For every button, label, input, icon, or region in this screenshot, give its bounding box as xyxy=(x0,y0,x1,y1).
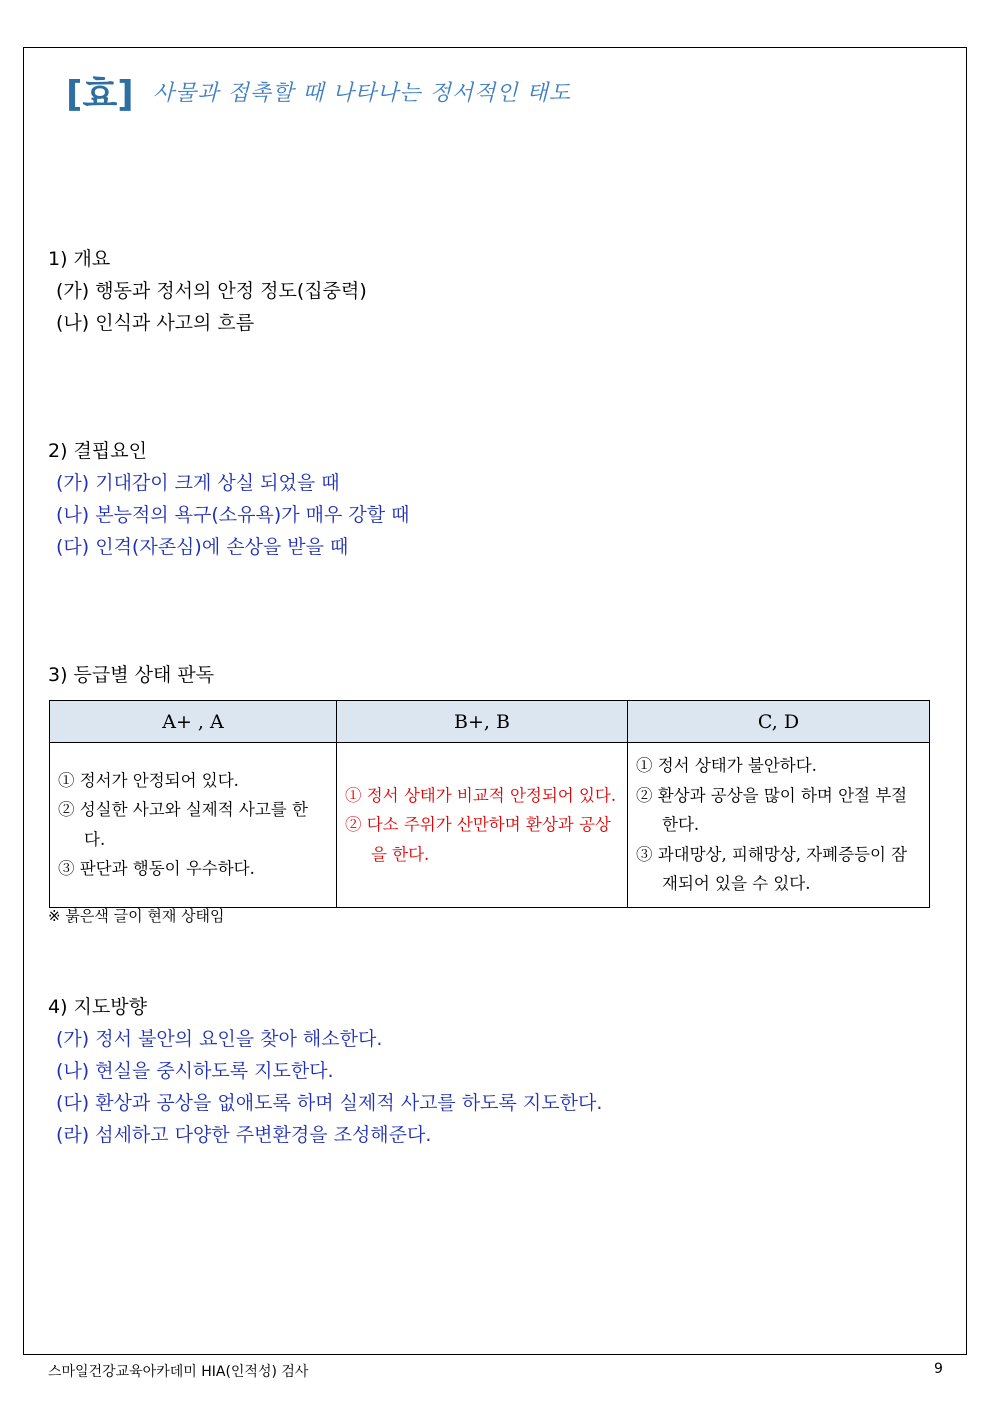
section-grade-reading xyxy=(48,659,214,691)
list-item: (다) 인격(자존심)에 손상을 받을 때 xyxy=(56,536,349,558)
list-item: (가) 정서 불안의 요인을 찾아 해소한다. xyxy=(56,1028,383,1050)
section-heading: 2) 결핍요인 xyxy=(48,440,147,462)
list-item: (가) 기대감이 크게 상실 되었을 때 xyxy=(56,472,340,494)
grade-line: ③ 과대망상, 피해망상, 자폐증등이 잠재되어 있을 수 있다. xyxy=(636,844,908,893)
grade-table xyxy=(49,700,930,908)
title-bracket: [효] xyxy=(66,74,134,115)
list-item: (나) 본능적의 욕구(소유욕)가 매우 강할 때 xyxy=(56,504,410,526)
grade-line: ② 성실한 사고와 실제적 사고를 한다. xyxy=(58,800,308,849)
column-header: C, D xyxy=(628,701,930,743)
table-note: ※ 붉은색 글이 현재 상태임 xyxy=(48,907,225,925)
grade-line: ③ 판단과 행동이 우수하다. xyxy=(58,859,255,879)
footer-text: 스마일건강교육아카데미 HIA(인적성) 검사 xyxy=(48,1364,309,1380)
column-header: A+ , A xyxy=(50,701,337,743)
list-item: (가) 행동과 정서의 안정 정도(집중력) xyxy=(56,280,367,302)
list-item: (라) 섬세하고 다양한 주변환경을 조성해준다. xyxy=(56,1124,432,1146)
grade-line: ① 정서가 안정되어 있다. xyxy=(58,770,239,790)
grade-a-cell xyxy=(50,743,337,908)
page-title xyxy=(66,66,571,117)
section-overview xyxy=(48,243,367,339)
grade-line: ① 정서 상태가 불안하다. xyxy=(636,756,817,775)
section-heading: 3) 등급별 상태 판독 xyxy=(48,664,215,686)
grade-b-cell xyxy=(337,743,628,908)
section-heading: 4) 지도방향 xyxy=(48,996,147,1018)
grade-line: ② 환상과 공상을 많이 하며 안절 부절한다. xyxy=(636,785,908,834)
grade-c-cell xyxy=(628,743,930,908)
grade-line: ② 다소 주위가 산만하며 환상과 공상을 한다. xyxy=(345,815,611,864)
section-deficiency-factors xyxy=(48,435,410,563)
page-number: 9 xyxy=(934,1361,943,1377)
table-row xyxy=(50,743,930,908)
grade-line: ① 정서 상태가 비교적 안정되어 있다. xyxy=(345,785,617,805)
list-item: (나) 인식과 사고의 흐름 xyxy=(56,312,255,334)
table-header-row xyxy=(50,701,930,743)
title-subtitle: 사물과 접촉할 때 나타나는 정서적인 태도 xyxy=(152,81,572,106)
column-header: B+, B xyxy=(337,701,628,743)
section-heading: 1) 개요 xyxy=(48,248,111,270)
list-item: (다) 환상과 공상을 없애도록 하며 실제적 사고를 하도록 지도한다. xyxy=(56,1092,603,1114)
list-item: (나) 현실을 중시하도록 지도한다. xyxy=(56,1060,334,1082)
section-guidance xyxy=(48,991,602,1151)
